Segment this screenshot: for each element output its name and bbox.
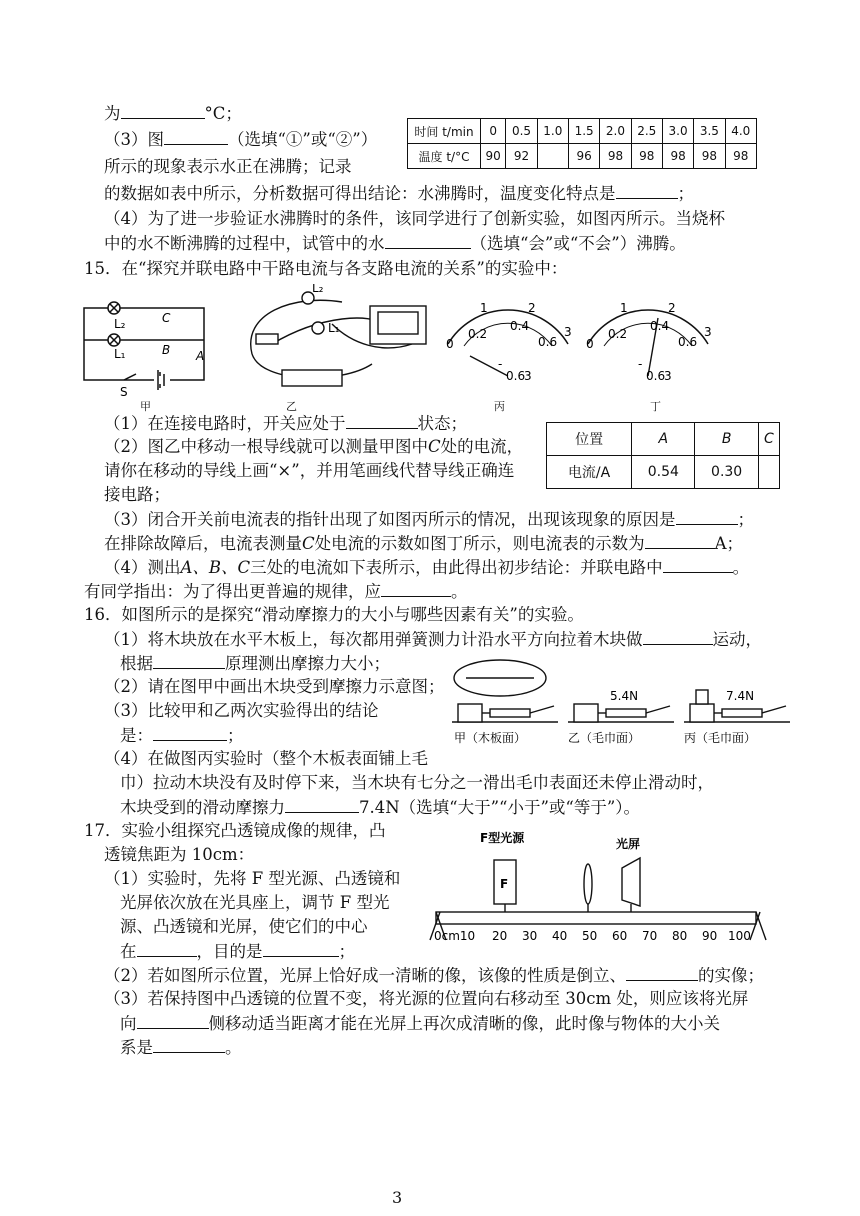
svg-text:0.6: 0.6 <box>646 369 666 383</box>
svg-text:40: 40 <box>552 929 568 943</box>
table-cell: 0.54 <box>632 456 695 489</box>
page-number: 3 <box>392 1188 403 1207</box>
table-header-cell: 温度 t/°C <box>408 144 481 169</box>
q17-part1-line4: 在 ，目的是 ； <box>120 942 355 961</box>
table-cell: 98 <box>631 144 662 169</box>
label-light-source: F型光源 <box>480 831 525 845</box>
svg-text:-: - <box>638 357 643 371</box>
label-l1: L₁ <box>114 347 126 361</box>
q16-part4-line1: （4）在做图丙实验时（整个木板表面铺上毛 <box>104 749 428 768</box>
table-cell: 2.5 <box>631 119 662 144</box>
f-letter: F <box>500 877 509 891</box>
table-cell: 1.0 <box>537 119 568 144</box>
q16-part2: （2）请在图甲中画出木块受到摩擦力示意图； <box>104 677 445 696</box>
temperature-row <box>408 144 757 169</box>
q17-title-line2: 透镜焦距为 10cm： <box>104 845 255 864</box>
svg-text:20: 20 <box>492 929 508 943</box>
boiling-data-table <box>407 118 757 169</box>
q17-part3-line1: （3）若保持图中凸透镜的位置不变，将光源的位置向右移动至 30cm 处，则应该将光屏 <box>104 989 749 1008</box>
friction-figure <box>450 656 790 748</box>
q17-part1-line1: （1）实验时，先将 F 型光源、凸透镜和 <box>104 869 401 888</box>
q15-part3-line2: 在排除故障后，电流表测量C处电流的示数如图丁所示，则电流表的示数为 A； <box>104 534 744 553</box>
table-cell: 90 <box>481 144 506 169</box>
table-cell: 4.0 <box>725 119 756 144</box>
svg-text:0.6: 0.6 <box>538 335 558 349</box>
table-cell: 98 <box>600 144 631 169</box>
q16-part1-line1: （1）将木块放在水平木板上，每次都用弹簧测力计沿水平方向拉着木块做 运动， <box>104 630 762 649</box>
ammeter-ding <box>580 296 716 386</box>
answer-blank[interactable] <box>137 940 197 957</box>
fig-caption-jia: 甲 <box>140 400 151 413</box>
caption-yi: 乙（毛巾面） <box>568 731 641 745</box>
svg-text:90: 90 <box>702 929 718 943</box>
table-header-cell: A <box>632 423 695 456</box>
q17-part3-line3: 系是 。 <box>120 1038 242 1057</box>
q14-temp-line: 为 °C； <box>104 104 242 123</box>
table-cell: 98 <box>662 144 693 169</box>
svg-text:0.6: 0.6 <box>678 335 698 349</box>
label-a: A <box>196 349 205 363</box>
q14-part3-line1: （3）图 （选填“①”或“②”） <box>104 130 378 149</box>
table-cell: 电流/A <box>547 456 632 489</box>
answer-blank[interactable] <box>645 532 715 549</box>
force-label-yi: 5.4N <box>610 689 639 703</box>
circuit-diagram-jia <box>80 300 210 400</box>
table-cell: 0 <box>481 119 506 144</box>
q15-part4-line2: 有同学指出：为了得出更普遍的规律，应 。 <box>84 582 468 601</box>
table-cell: 0.30 <box>695 456 758 489</box>
caption-bing: 丙（毛巾面） <box>684 731 757 745</box>
q16-part3-line1: （3）比较甲和乙两次实验得出的结论 <box>104 701 379 720</box>
answer-blank[interactable] <box>626 964 698 981</box>
table-cell: 2.0 <box>600 119 631 144</box>
table-row <box>547 423 780 456</box>
label-l1-yi: L₁ <box>328 321 340 335</box>
svg-text:0cm10: 0cm10 <box>434 929 476 943</box>
svg-text:3: 3 <box>564 325 572 339</box>
svg-text:0.2: 0.2 <box>468 327 488 341</box>
q16-part4-line3: 木块受到的滑动摩擦力 7.4N（选填“大于”“小于”或“等于”）。 <box>120 798 641 817</box>
answer-blank[interactable] <box>385 232 471 249</box>
table-header-cell: 时间 t/min <box>408 119 481 144</box>
svg-text:60: 60 <box>612 929 628 943</box>
optical-bench-figure <box>426 828 770 952</box>
q17-title-line1: 17．实验小组探究凸透镜成像的规律，凸 <box>84 821 386 840</box>
label-screen: 光屏 <box>616 837 641 851</box>
svg-text:0: 0 <box>446 337 454 351</box>
table-cell-empty[interactable] <box>537 144 568 169</box>
q17-part1-line3: 源、凸透镜和光屏，使它们的中心 <box>120 917 368 936</box>
svg-text:50: 50 <box>582 929 598 943</box>
table-cell: 98 <box>694 144 725 169</box>
table-row <box>547 456 780 489</box>
table-cell: 3.0 <box>662 119 693 144</box>
q15-part2-line3: 接电路； <box>104 485 170 504</box>
answer-blank[interactable] <box>381 580 451 597</box>
table-cell: 0.5 <box>506 119 537 144</box>
label-c: C <box>162 311 171 325</box>
q15-part4-line1: （4）测出A、B、C三处的电流如下表所示，由此得出初步结论：并联电路中 。 <box>104 558 750 577</box>
svg-text:70: 70 <box>642 929 658 943</box>
answer-blank[interactable] <box>346 412 418 429</box>
table-cell: 3.5 <box>694 119 725 144</box>
q16-part3-line2: 是： ； <box>120 726 244 745</box>
answer-blank[interactable] <box>663 556 733 573</box>
svg-text:-: - <box>498 357 503 371</box>
svg-text:0.2: 0.2 <box>608 327 628 341</box>
svg-text:100: 100 <box>728 929 751 943</box>
q15-part1: （1）在连接电路时，开关应处于 状态； <box>104 414 467 433</box>
label-b: B <box>162 343 171 357</box>
table-cell-empty[interactable] <box>758 456 779 489</box>
q17-part2: （2）若如图所示位置，光屏上恰好成一清晰的像，该像的性质是倒立、 的实像； <box>104 966 764 985</box>
svg-text:80: 80 <box>672 929 688 943</box>
svg-text:0.6: 0.6 <box>506 369 526 383</box>
q15-part2-line1: （2）图乙中移动一根导线就可以测量甲图中C处的电流， <box>104 437 524 456</box>
q14-part3-line2: 所示的现象表示水正在沸腾；记录 <box>104 157 352 176</box>
answer-blank[interactable] <box>263 940 339 957</box>
q15-part2-line2: 请你在移动的导线上画“×”，并用笔画线代替导线正确连 <box>104 461 515 480</box>
svg-text:0.4: 0.4 <box>510 319 530 333</box>
caption-jia: 甲（木板面） <box>454 731 527 745</box>
answer-blank[interactable] <box>153 652 225 669</box>
svg-text:2: 2 <box>528 301 536 315</box>
label-l2-yi: L₂ <box>312 284 324 295</box>
q14-part3-line3: 的数据如表中所示，分析数据可得出结论：水沸腾时，温度变化特点是 ； <box>104 184 694 203</box>
svg-text:2: 2 <box>668 301 676 315</box>
svg-text:1: 1 <box>620 301 628 315</box>
label-l2: L₂ <box>114 317 126 331</box>
answer-blank[interactable] <box>643 628 713 645</box>
answer-blank[interactable] <box>164 128 228 145</box>
svg-text:0: 0 <box>586 337 594 351</box>
answer-blank[interactable] <box>616 182 678 199</box>
time-row <box>408 119 757 144</box>
table-header-cell: 位置 <box>547 423 632 456</box>
answer-blank[interactable] <box>153 1036 225 1053</box>
label-s: S <box>120 385 128 399</box>
table-cell: 92 <box>506 144 537 169</box>
q16-title: 16．如图所示的是探究“滑动摩擦力的大小与哪些因素有关”的实验。 <box>84 605 584 624</box>
answer-blank[interactable] <box>676 508 738 525</box>
q16-part1-line2: 根据 原理测出摩擦力大小； <box>120 654 390 673</box>
table-header-cell: C <box>758 423 779 456</box>
svg-text:1: 1 <box>480 301 488 315</box>
table-header-cell: B <box>695 423 758 456</box>
real-circuit-yi <box>232 284 442 396</box>
ammeter-bing <box>440 296 576 386</box>
fig-caption-yi: 乙 <box>286 400 297 413</box>
svg-text:3: 3 <box>664 369 672 383</box>
table-cell: 1.5 <box>569 119 600 144</box>
svg-text:0.4: 0.4 <box>650 319 670 333</box>
current-table <box>546 422 780 489</box>
q17-part1-line2: 光屏依次放在光具座上，调节 F 型光 <box>120 893 390 912</box>
table-cell: 98 <box>725 144 756 169</box>
svg-text:30: 30 <box>522 929 538 943</box>
answer-blank[interactable] <box>137 1012 209 1029</box>
q15-title: 15．在“探究并联电路中干路电流与各支路电流的关系”的实验中： <box>84 259 568 278</box>
force-label-bing: 7.4N <box>726 689 755 703</box>
fig-caption-bing: 丙 <box>494 400 505 413</box>
q15-part3-line1: （3）闭合开关前电流表的指针出现了如图丙所示的情况，出现该现象的原因是 ； <box>104 510 754 529</box>
q17-part3-line2: 向 侧移动适当距离才能在光屏上再次成清晰的像，此时像与物体的大小关 <box>120 1014 720 1033</box>
table-cell: 96 <box>569 144 600 169</box>
answer-blank[interactable] <box>285 796 359 813</box>
svg-text:3: 3 <box>704 325 712 339</box>
q16-part4-line2: 巾）拉动木块没有及时停下来，当木块有七分之一滑出毛巾表面还未停止滑动时， <box>120 773 714 792</box>
answer-blank[interactable] <box>153 724 227 741</box>
answer-blank[interactable] <box>121 102 205 119</box>
q14-part4-line2: 中的水不断沸腾的过程中，试管中的水 （选填“会”或“不会”）沸腾。 <box>104 234 686 253</box>
fig-caption-ding: 丁 <box>650 400 661 413</box>
svg-text:3: 3 <box>524 369 532 383</box>
q14-part4-line1: （4）为了进一步验证水沸腾时的条件，该同学进行了创新实验，如图丙所示。当烧杯 <box>104 209 725 228</box>
